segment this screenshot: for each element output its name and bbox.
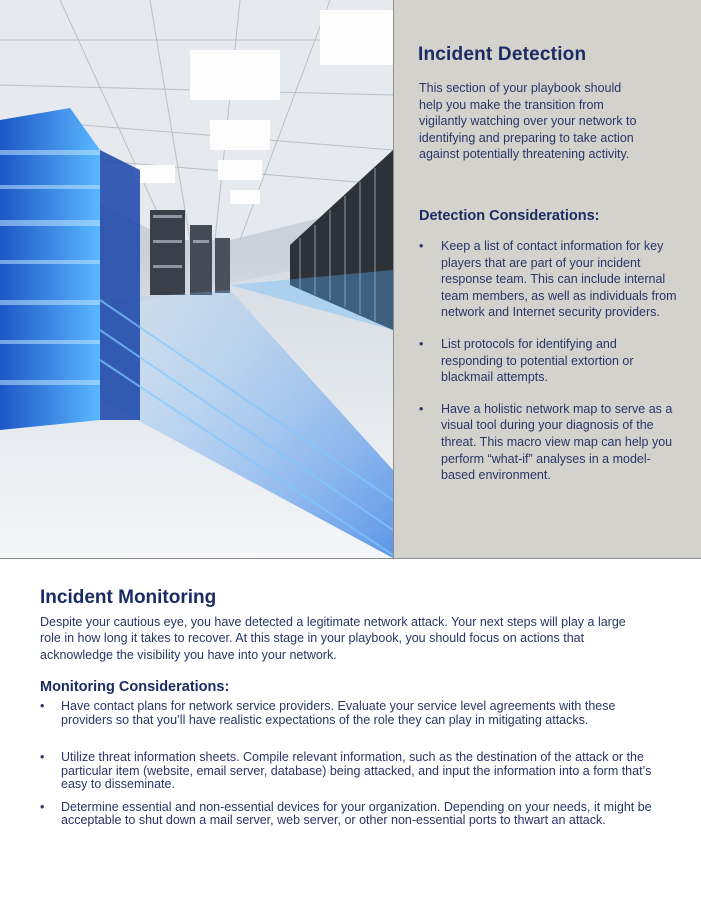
bullet: •: [419, 336, 424, 351]
detection-title: Incident Detection: [418, 44, 587, 65]
bullet: •: [40, 699, 45, 713]
list-item: • Have contact plans for network service providers. Evaluate your service level agreements with these providers so that you’ll have realistic expectations of the role they can play in mitigating attacks.: [40, 699, 616, 727]
server-room-photo: [0, 0, 393, 558]
bullet: •: [40, 799, 45, 814]
list-item: • Keep a list of contact information for key players that are part of your incident response team. This can include internal team members, as well as individuals from network and Internet security providers.: [419, 239, 677, 320]
monitoring-considerations-heading: Monitoring Considerations:: [40, 679, 230, 695]
server-room-illustration: [0, 0, 393, 558]
monitoring-list: [40, 700, 670, 828]
bullet: •: [419, 401, 424, 416]
list-item: • Have a holistic network map to serve as a visual tool during your diagnosis of the threat. This macro view map can help you perform “what-if” analyses in a model-based environment.: [419, 401, 673, 483]
detection-considerations-heading: Detection Considerations:: [419, 208, 600, 224]
horizontal-divider: [0, 558, 701, 559]
detection-list: [419, 238, 679, 499]
monitoring-title: Incident Monitoring: [40, 587, 217, 608]
bullet: •: [40, 750, 45, 764]
list-item: • Determine essential and non-essential devices for your organization. Depending on your needs, it might be acceptable to shut down a mail server, web server, or other non-essential ports to thwart an attack.: [40, 799, 652, 827]
incident-detection-panel: [394, 0, 701, 559]
detection-intro: This section of your playbook should help you make the transition from vigilantly watching over your network to identifying and preparing to take action against potentially threatening activity.: [419, 81, 637, 162]
monitoring-intro: Despite your cautious eye, you have detected a legitimate network attack. Your next steps will play a large role in how long it takes to recover. At this stage in your playbook, you should focus on actions that acknowledge the visibility you have into your network.: [40, 615, 626, 662]
list-item: • List protocols for identifying and responding to potential extortion or blackmail attempts.: [419, 336, 634, 385]
list-item: • Utilize threat information sheets. Compile relevant information, such as the destination of the attack or the particular item (website, email server, database) being attacked, and input the information into a form that’s easy to disseminate.: [40, 750, 652, 791]
bullet: •: [419, 239, 424, 253]
